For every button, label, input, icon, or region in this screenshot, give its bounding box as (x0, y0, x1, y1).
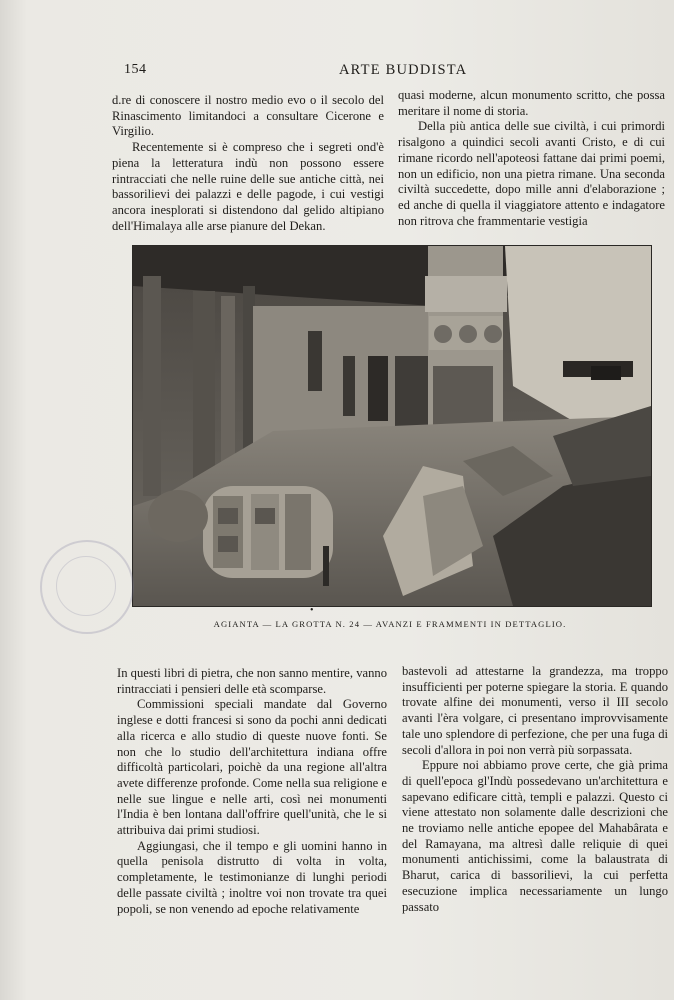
paragraph: Commissioni speciali mandate dal Governo inglese e dotti francesi si sono da pochi anni dedicati alla ricerca e allo studio di queste nuove fonti. Se non che lo studio dell'architettura indiana offre difficoltà particolari, poichè da una regione all'altra avete differenze profonde. Come nella sua religione e nelle sue lingue e nelle arti, così nei monumenti l'India è ben lontana dall'offrire quell'unità, che le si attribuiva dai primi studiosi. (117, 697, 387, 838)
figure-caption: AGIANTA — LA GROTTA N. 24 — AVANZI E FRAMMENTI IN DETTAGLIO. (213, 619, 567, 629)
text-column-top-left (112, 93, 384, 234)
paragraph: Recentemente si è compreso che i segreti ond'è piena la letteratura indù non possono essere rintracciati che nelle ruine delle sue antiche città, nei bassorilievi dei palazzi e delle pagode, i cui vestigi ancora inesplorati si distendono dal gelido altipiano dell'Himalaya alle arse pianure del Dekan. (112, 140, 384, 233)
paragraph: Aggiungasi, che il tempo e gli uomini hanno in quella penisola distrutto di volta in volta, completamente, le testimonianze di lunghi periodi delle passate civiltà ; inoltre voi non trovate tra quei popoli, se non venendo ad epoche relativamente (117, 838, 387, 916)
text-column-bottom-right (402, 664, 668, 915)
cave-photograph (132, 245, 652, 607)
page-header (112, 62, 664, 82)
paragraph: Eppure noi abbiamo prove certe, che già prima di quell'epoca gl'Indù possedevano un'architettura e sapevano edificare città, templi e palazzi. Questo ci viene attestato non solamente dalle descrizioni che ne troviamo nelle antiche epopee del Mahabârata e del Ramayana, ma altresì dalle reliquie di quei monumenti antichissimi, come la balaustrata di Bharut, carica di bassorilievi, la cui perfetta esecuzione implica necessariamente un lungo passato (402, 758, 668, 914)
paragraph: bastevoli ad attestarne la grandezza, ma troppo insufficienti per poterne spiegare la storia. E quando trovate alfine dei monumenti, verso il III secolo avanti l'èra volgare, ci presentano improvvisamente tale uno splendore di perfezione, che per una fuga di secoli d'allora in poi non verrà più sorpassata. (402, 664, 668, 757)
paragraph: In questi libri di pietra, che non sanno mentire, vanno rintracciati i pensieri delle età scomparse. (117, 666, 387, 696)
figure-marker: • (310, 605, 314, 616)
paragraph: d.re di conoscere il nostro medio evo o il secolo del Rinascimento limitandoci a consultare Cicerone e Virgilio. (112, 93, 384, 139)
paragraph: quasi moderne, alcun monumento scritto, che possa meritare il nome di storia. (398, 88, 665, 118)
running-title: ARTE BUDDISTA (339, 62, 468, 78)
library-stamp (40, 540, 134, 634)
paragraph: Della più antica delle sue civiltà, i cui primordi risalgono a quindici secoli avanti Cristo, e di cui rimane ricordo nell'apoteosi fattane dai primi poemi, non un edificio, non una pietra rimane. Una seconda civiltà succedette, dopo mille anni d'elaborazione ; ed anche di quella il viaggiatore attento e indagatore non ritrova che frammentarie vestigia (398, 119, 665, 228)
text-column-bottom-left (117, 666, 387, 917)
page-number: 154 (124, 62, 147, 77)
text-column-top-right (398, 88, 665, 229)
